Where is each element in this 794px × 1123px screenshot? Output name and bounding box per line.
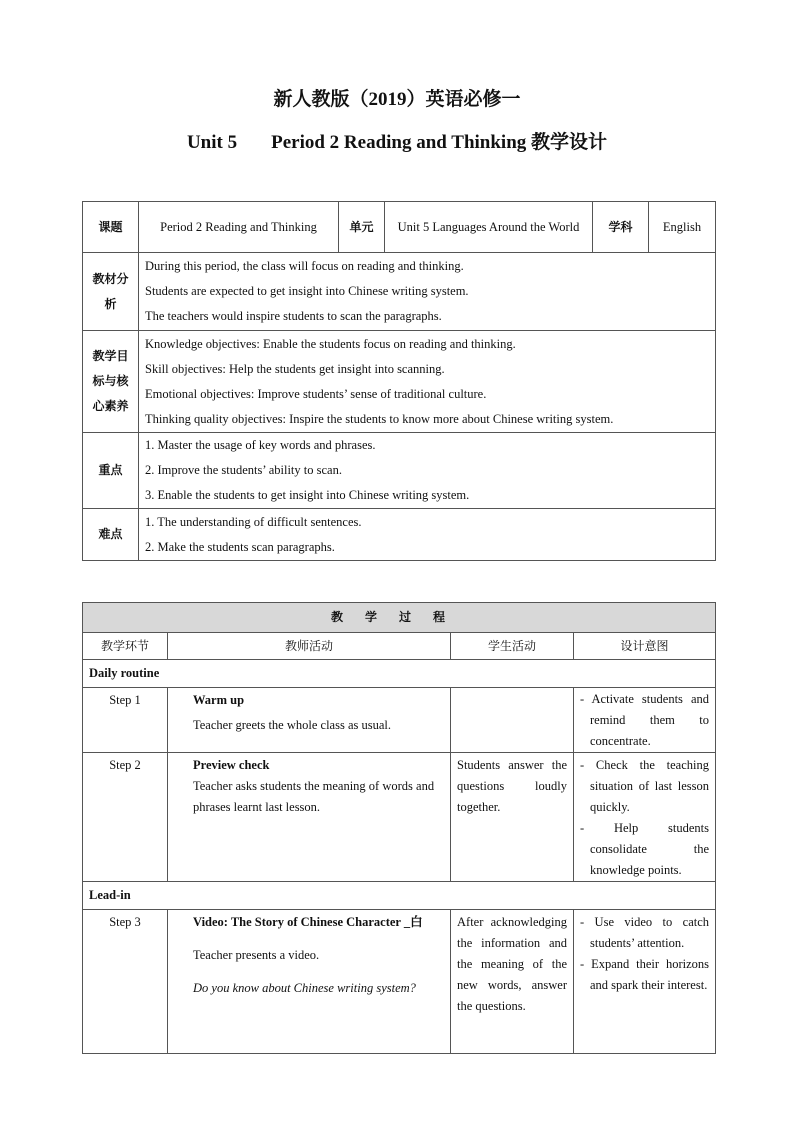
header-teacher-activity: 教师活动 bbox=[168, 633, 451, 660]
topic-label: 课题 bbox=[83, 202, 139, 253]
purpose-item: - Activate students and remind them to concentrate. bbox=[580, 692, 710, 748]
info-row-topic bbox=[83, 202, 716, 253]
objectives-content bbox=[139, 331, 716, 433]
info-row-objectives bbox=[83, 331, 716, 433]
process-title-row bbox=[83, 603, 716, 633]
document-title: 新人教版（2019）英语必修一 bbox=[273, 89, 521, 110]
section-row-lead-in bbox=[83, 882, 716, 910]
design-purpose bbox=[574, 753, 716, 882]
header-design-purpose: 设计意图 bbox=[574, 633, 716, 660]
teacher-activity-text: Teacher asks students the meaning of words and phrases learnt last lesson. bbox=[193, 779, 435, 814]
difficulty-line: 2. Make the students scan paragraphs. bbox=[145, 539, 335, 554]
step-row-3 bbox=[83, 910, 716, 1054]
difficulty-line: 1. The understanding of difficult sentences. bbox=[145, 514, 362, 529]
difficulties-content bbox=[139, 509, 716, 561]
header-student-activity: 学生活动 bbox=[451, 633, 574, 660]
analysis-label: 教材分析 bbox=[83, 253, 139, 331]
teacher-activity-text: Teacher presents a video. bbox=[193, 948, 320, 962]
step-label: Step 1 bbox=[83, 688, 168, 753]
teacher-activity-title: Video: The Story of Chinese Character _白 bbox=[193, 915, 423, 929]
objective-line: Knowledge objectives: Enable the students focus on reading and thinking. bbox=[145, 336, 516, 351]
step-label: Step 3 bbox=[83, 910, 168, 1054]
unit-label: 单元 bbox=[339, 202, 385, 253]
step-row-2 bbox=[83, 753, 716, 882]
purpose-item: - Use video to catch students’ attention. bbox=[580, 915, 710, 950]
key-point-line: 2. Improve the students’ ability to scan. bbox=[145, 463, 342, 477]
process-title: 教学过程 bbox=[83, 603, 716, 633]
teacher-activity-text: Teacher greets the whole class as usual. bbox=[193, 718, 392, 732]
teacher-question: Do you know about Chinese writing system? bbox=[193, 981, 416, 995]
objective-line: Skill objectives: Help the students get insight into scanning. bbox=[145, 361, 445, 376]
subtitle-suffix: 教学设计 bbox=[531, 132, 608, 153]
teacher-activity bbox=[168, 910, 451, 1054]
design-purpose bbox=[574, 910, 716, 1054]
teacher-activity-title: Preview check bbox=[193, 758, 270, 772]
key-points-label: 重点 bbox=[83, 433, 139, 509]
teacher-activity bbox=[168, 753, 451, 882]
purpose-item: - Help students consolidate the knowledge points. bbox=[580, 821, 710, 877]
analysis-line: During this period, the class will focus on reading and thinking. bbox=[145, 259, 464, 273]
process-header-row bbox=[83, 633, 716, 660]
subject-value: English bbox=[649, 202, 716, 253]
lesson-info-table bbox=[82, 201, 716, 561]
student-activity: Students answer the questions loudly together. bbox=[451, 753, 574, 882]
key-point-line: 1. Master the usage of key words and phrases. bbox=[145, 438, 376, 452]
info-row-analysis bbox=[83, 253, 716, 331]
teacher-activity-title: Warm up bbox=[193, 693, 245, 707]
analysis-content bbox=[139, 253, 716, 331]
purpose-item: - Check the teaching situation of last lesson quickly. bbox=[580, 758, 710, 814]
step-label: Step 2 bbox=[83, 753, 168, 882]
unit-value: Unit 5 Languages Around the World bbox=[385, 202, 593, 253]
topic-value: Period 2 Reading and Thinking bbox=[139, 202, 339, 253]
analysis-line: Students are expected to get insight into Chinese writing system. bbox=[145, 284, 469, 298]
design-purpose bbox=[574, 688, 716, 753]
section-lead-in: Lead-in bbox=[83, 882, 716, 910]
header-stage: 教学环节 bbox=[83, 633, 168, 660]
difficulties-label: 难点 bbox=[83, 509, 139, 561]
section-daily-routine: Daily routine bbox=[83, 660, 716, 688]
document-subtitle bbox=[0, 127, 794, 154]
info-row-key-points bbox=[83, 433, 716, 509]
objectives-label: 教学目标与核心素养 bbox=[83, 331, 139, 433]
objective-line: Emotional objectives: Improve students’ sense of traditional culture. bbox=[145, 386, 487, 401]
objective-line: Thinking quality objectives: Inspire the students to know more about Chinese writing system. bbox=[145, 411, 614, 426]
analysis-line: The teachers would inspire students to scan the paragraphs. bbox=[145, 309, 442, 323]
teacher-activity bbox=[168, 688, 451, 753]
subject-label: 学科 bbox=[593, 202, 649, 253]
section-row-daily-routine bbox=[83, 660, 716, 688]
purpose-item: - Expand their horizons and spark their interest. bbox=[580, 957, 710, 992]
subtitle-unit: Unit 5 bbox=[186, 132, 238, 153]
info-row-difficulties bbox=[83, 509, 716, 561]
student-activity: After acknowledging the information and the meaning of the new words, answer the questions. bbox=[451, 910, 574, 1054]
student-activity bbox=[451, 688, 574, 753]
key-points-content bbox=[139, 433, 716, 509]
key-point-line: 3. Enable the students to get insight into Chinese writing system. bbox=[145, 488, 470, 502]
step-row-1 bbox=[83, 688, 716, 753]
subtitle-period: Period 2 Reading and Thinking bbox=[271, 132, 527, 153]
teaching-process-table bbox=[82, 602, 716, 1054]
